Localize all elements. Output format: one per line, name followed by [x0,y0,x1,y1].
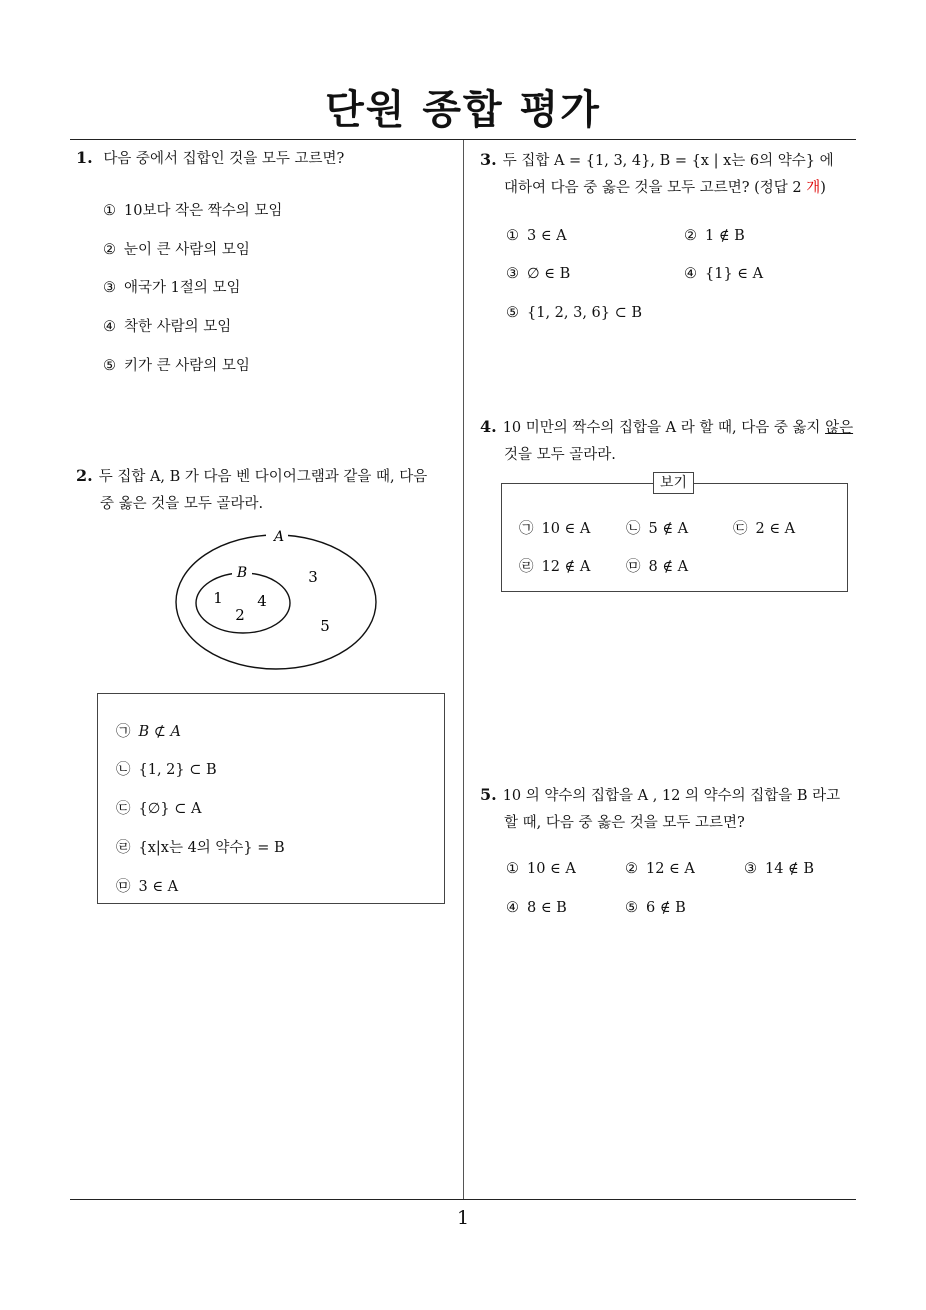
q5-option-1[interactable]: ① 10 ∈ A [506,861,576,877]
question-text-cont: 할 때, 다음 중 옳은 것을 모두 고르면? [504,815,745,831]
question-4 [480,413,865,469]
venn-diagram [170,525,385,675]
set-a-ellipse [176,535,376,669]
q1-option-2[interactable]: ② 눈이 큰 사람의 모임 [103,242,250,258]
q3-option-4[interactable]: ④ {1} ∈ A [684,266,764,282]
q4-choice-2[interactable]: ㉡ 5 ∉ A [626,521,689,537]
q5-option-3[interactable]: ③ 14 ∉ B [744,861,815,877]
q2-choice-1[interactable]: ㉠ B ⊄ A [116,724,181,740]
venn-element: 5 [320,617,330,635]
q3-option-5[interactable]: ⑤ {1, 2, 3, 6} ⊂ B [506,305,643,321]
q2-choice-4[interactable]: ㉣ {x|x는 4의 약수} = B [116,840,285,856]
page-title: 단원 종합 평가 [325,87,601,133]
question-5 [480,781,865,837]
q5-option-5[interactable]: ⑤ 6 ∉ B [625,900,686,916]
column-divider [463,140,464,1200]
question-number: 2. [76,466,93,485]
venn-element: 3 [308,568,318,586]
q2-choice-5[interactable]: ㉤ 3 ∈ A [116,879,179,895]
question-text: 두 집합 A, B 가 다음 벤 다이어그램과 같을 때, 다음 [98,469,428,485]
question-number: 5. [480,785,497,804]
question-text-cont: 대하여 다음 중 옳은 것을 모두 고르면? (정답 2 개) [504,180,826,196]
question-number: 4. [480,417,497,436]
question-text: 두 집합 A = {1, 3, 4}, B = {x | x는 6의 약수} 에 [502,153,834,169]
set-b-label: B [236,565,248,581]
q2-choice-2[interactable]: ㉡ {1, 2} ⊂ B [116,762,217,778]
question-text: 10 의 약수의 집합을 A , 12 의 약수의 집합을 B 라고 [502,788,841,804]
box-label: 보기 [653,472,694,494]
question-text-cont: 중 옳은 것을 모두 골라라. [100,496,264,512]
q3-option-3[interactable]: ③ ∅ ∈ B [506,266,571,282]
q5-option-2[interactable]: ② 12 ∈ A [625,861,695,877]
q4-choice-5[interactable]: ㉤ 8 ∉ A [626,559,689,575]
question-text: 10 미만의 짝수의 집합을 A 라 할 때, 다음 중 옳지 [502,420,826,436]
question-text: 다음 중에서 집합인 것을 모두 고르면? [103,151,345,167]
page-number: 1 [456,1207,470,1229]
question-text-cont: 것을 모두 골라라. [504,447,616,463]
q1-option-4[interactable]: ④ 착한 사람의 모임 [103,319,232,335]
bottom-rule [70,1199,856,1200]
q4-choice-1[interactable]: ㉠ 10 ∈ A [519,521,591,537]
q1-option-1[interactable]: ① 10보다 작은 짝수의 모임 [103,203,283,219]
q3-option-1[interactable]: ① 3 ∈ A [506,228,567,244]
underlined-word: 않은 [825,420,854,436]
q4-choice-4[interactable]: ㉣ 12 ∉ A [519,559,591,575]
q4-choice-3[interactable]: ㉢ 2 ∈ A [733,521,796,537]
set-a-label: A [273,529,285,545]
q3-option-2[interactable]: ② 1 ∉ B [684,228,745,244]
q2-choice-3[interactable]: ㉢ {∅} ⊂ A [116,801,202,817]
venn-element: 2 [235,606,245,624]
question-2 [76,462,461,518]
question-number: 1. [76,148,93,167]
q5-option-4[interactable]: ④ 8 ∈ B [506,900,567,916]
set-b-ellipse [196,573,290,633]
q1-option-3[interactable]: ③ 애국가 1절의 모임 [103,280,241,296]
question-number: 3. [480,150,497,169]
question-3 [480,146,865,202]
venn-element: 4 [257,592,267,610]
venn-element: 1 [213,589,223,607]
question-1 [76,144,344,173]
q1-option-5[interactable]: ⑤ 키가 큰 사람의 모임 [103,358,250,374]
